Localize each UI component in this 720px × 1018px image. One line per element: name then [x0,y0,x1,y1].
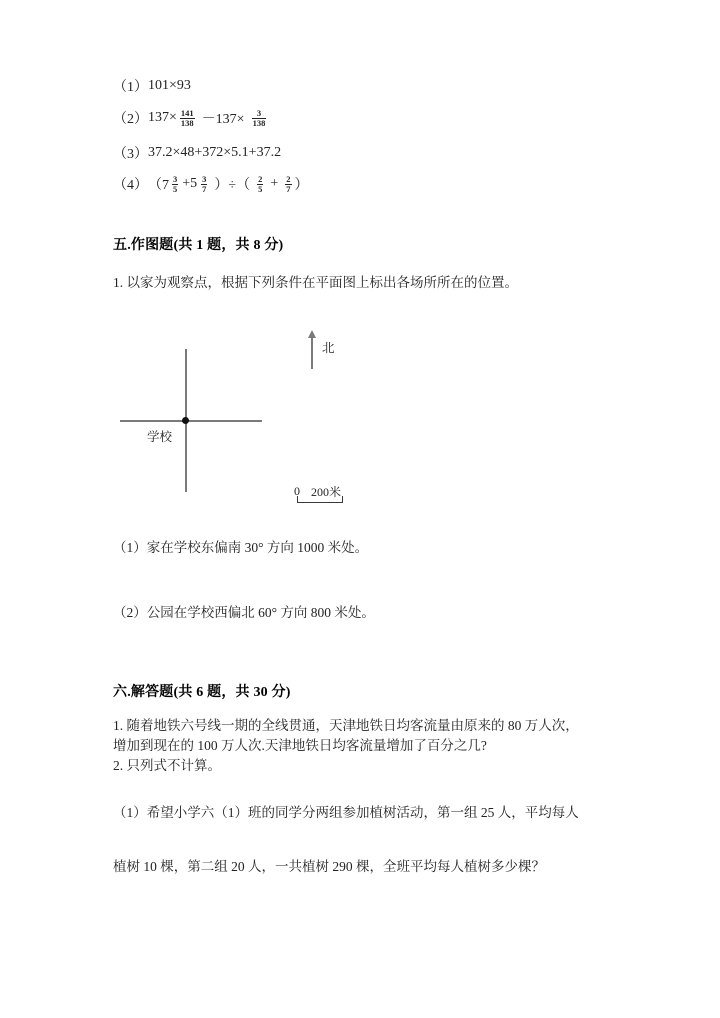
fraction-denominator: 7 [286,183,291,194]
section-six-question-1-line-1: 1. 随着地铁六号线一期的全线贯通，天津地铁日均客流量由原来的 80 万人次， [113,718,579,733]
computation-item-4-number: （4） [113,178,148,193]
fraction-2-over-7 [285,175,291,194]
computation-item-4-term-b: +5 [182,176,198,191]
north-arrow-shaft-icon [311,337,313,369]
section-five-question-1: 1. 以家为观察点，根据下列条件在平面图上标出各场所所在的位置。 [113,275,518,290]
computation-item-4-term-e: ） [294,178,309,193]
fraction-3-over-5 [172,175,178,194]
computation-item-4-term-c: ）÷（ [214,178,251,193]
computation-item-4-term-a: （7 [148,178,169,193]
fraction-numerator: 3 [173,173,178,184]
scale-zero-label: 0 [294,484,300,498]
section-five-heading: 五.作图题(共 1 题，共 8 分) [113,238,284,253]
scale-bar-ruler [297,496,343,503]
computation-item-4 [113,174,309,194]
computation-item-4-term-d: + [270,176,279,191]
fraction-numerator: 3 [202,173,207,184]
computation-item-3 [113,143,281,163]
computation-item-1-expression: 101×93 [148,78,191,93]
computation-item-2-term-b: －137× [201,112,245,127]
fraction-denominator: 138 [252,117,266,128]
fraction-numerator: 2 [286,173,291,184]
scale-value-label: 200米 [311,485,342,499]
computation-item-2-term-a: 137× [148,110,177,125]
north-label: 北 [322,341,335,355]
fraction-3-over-138 [252,109,267,128]
computation-item-3-expression: 37.2×48+372×5.1+37.2 [148,145,282,160]
section-six-sub-1-line-2: 植树 10 棵，第二组 20 人，一共植树 290 棵，全班平均每人植树多少棵？ [113,859,545,874]
school-point-marker [182,417,189,424]
section-six-heading: 六.解答题(共 6 题，共 30 分) [113,685,291,700]
horizontal-axis-line [120,420,262,422]
fraction-denominator: 5 [173,183,178,194]
fraction-denominator: 5 [258,183,263,194]
fraction-2-over-5 [257,175,263,194]
section-six-question-1-line-2: 增加到现在的 100 万人次.天津地铁日均客流量增加了百分之几? [113,738,487,753]
computation-item-1-number: （1） [113,80,148,95]
fraction-numerator: 141 [180,107,194,118]
section-five-sub-1: （1）家在学校东偏南 30° 方向 1000 米处。 [113,540,369,555]
fraction-denominator: 7 [202,183,207,194]
computation-item-3-number: （3） [113,147,148,162]
fraction-numerator: 3 [256,107,262,118]
fraction-denominator: 138 [180,117,194,128]
school-label: 学校 [147,430,173,444]
section-six-sub-1-line-1: （1）希望小学六（1）班的同学分两组参加植树活动，第一组 25 人，平均每人 [113,805,579,820]
section-five-sub-2: （2）公园在学校西偏北 60° 方向 800 米处。 [113,605,375,620]
fraction-141-over-138 [180,109,195,128]
computation-item-2 [113,108,269,128]
fraction-numerator: 2 [258,173,263,184]
computation-item-1 [113,76,191,96]
computation-item-2-number: （2） [113,112,148,127]
fraction-3-over-7 [201,175,207,194]
section-six-question-2: 2. 只列式不计算。 [113,758,221,773]
